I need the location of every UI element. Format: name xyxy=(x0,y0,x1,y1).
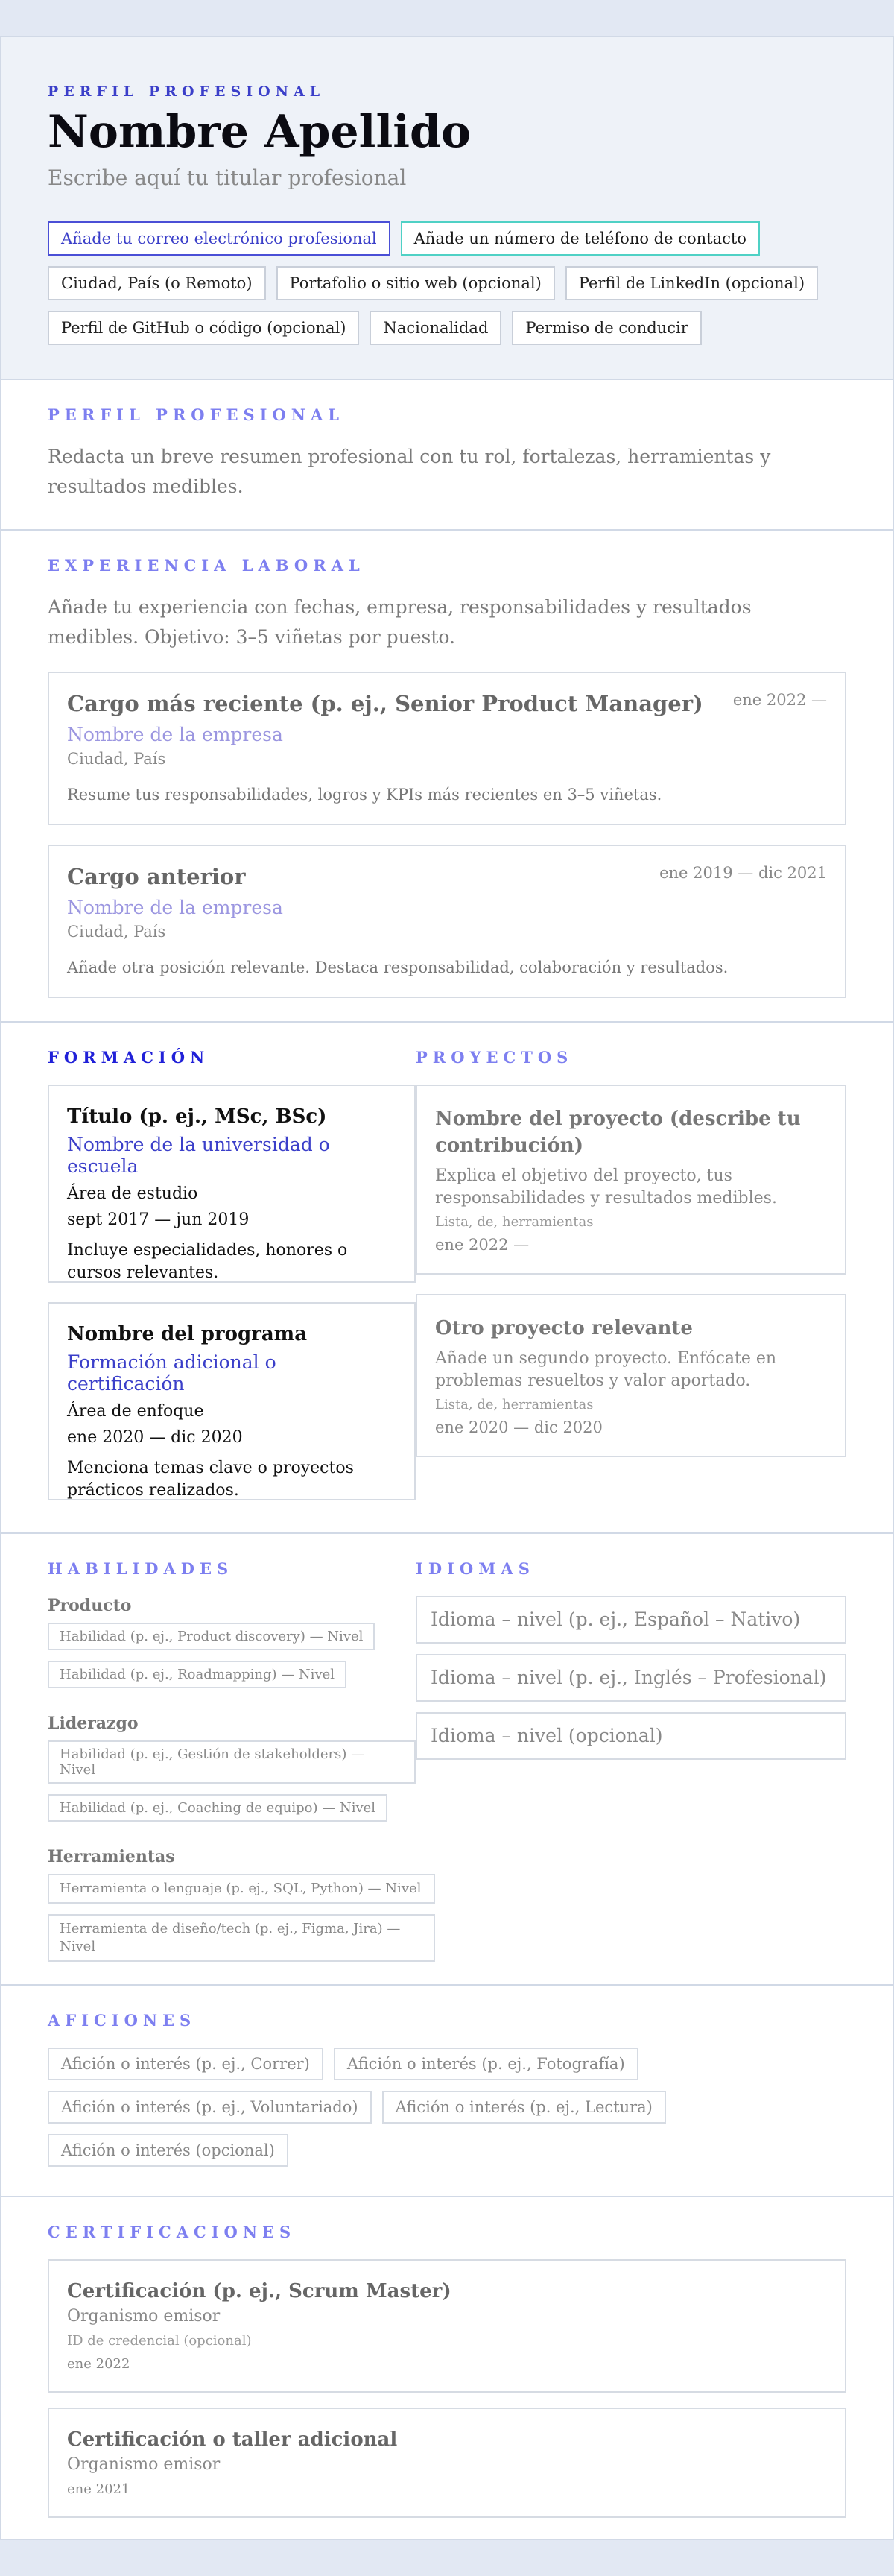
company-name: Nombre de la empresa xyxy=(67,897,283,918)
skills-languages-row xyxy=(1,1534,893,1986)
certification-title: Certificación o taller adicional xyxy=(67,2428,398,2451)
section-title: PERFIL PROFESIONAL xyxy=(48,405,345,424)
nationality-chip[interactable]: Nacionalidad xyxy=(370,311,501,345)
hobby-list xyxy=(48,2048,793,2167)
profile-summary[interactable]: Redacta un breve resumen profesional con tu rol, fortalezas, herramientas y resultados medibles. xyxy=(48,446,771,497)
section-title: EXPERIENCIA LABORAL xyxy=(48,556,365,575)
job-description: Añade otra posición relevante. Destaca responsabilidad, colaboración y resultados. xyxy=(67,959,729,976)
job-date: ene 2022 — xyxy=(732,691,827,709)
job-title: Cargo más reciente (p. ej., Senior Product Manager) xyxy=(67,691,703,716)
experience-card[interactable] xyxy=(48,672,846,825)
skill-chip[interactable]: Habilidad (p. ej., Coaching de equipo) — Nivel xyxy=(48,1794,387,1822)
contact-chips xyxy=(48,221,852,345)
skill-chip[interactable]: Habilidad (p. ej., Product discovery) — Nivel xyxy=(48,1623,375,1650)
skill-group xyxy=(48,1596,416,1699)
project-date: ene 2020 — dic 2020 xyxy=(435,1418,603,1436)
job-title: Cargo anterior xyxy=(67,864,246,889)
education-projects-row xyxy=(1,1023,893,1534)
email-chip[interactable]: Añade tu correo electrónico profesional xyxy=(48,221,390,256)
profile-section xyxy=(1,380,893,531)
degree-title: Título (p. ej., MSc, BSc) xyxy=(67,1105,327,1128)
project-description: Explica el objetivo del proyecto, tus responsabilidades y resultados medibles. xyxy=(435,1167,777,1208)
credential-id: ID de credencial (opcional) xyxy=(67,2333,252,2349)
resume-header xyxy=(1,37,893,380)
certification-date: ene 2021 xyxy=(67,2481,130,2497)
hobby-chip[interactable]: Afición o interés (p. ej., Lectura) xyxy=(382,2091,666,2124)
linkedin-chip[interactable]: Perfil de LinkedIn (opcional) xyxy=(565,266,818,300)
hobbies-section xyxy=(1,1986,893,2197)
project-tools: Lista, de, herramientas xyxy=(435,1214,594,1230)
skill-group-title: Liderazgo xyxy=(48,1714,139,1733)
resume-page xyxy=(0,36,894,2540)
experience-section xyxy=(1,531,893,1023)
projects-section xyxy=(416,1023,893,1532)
language-item[interactable]: Idioma – nivel (p. ej., Español – Nativo) xyxy=(416,1596,846,1644)
education-card[interactable] xyxy=(48,1302,416,1500)
education-section xyxy=(1,1023,416,1532)
education-card[interactable] xyxy=(48,1085,416,1283)
languages-section xyxy=(416,1534,893,1984)
hobby-chip[interactable]: Afición o interés (p. ej., Correr) xyxy=(48,2048,323,2080)
certification-card[interactable] xyxy=(48,2408,846,2518)
section-title: CERTIFICACIONES xyxy=(48,2223,297,2241)
hobby-chip[interactable]: Afición o interés (p. ej., Fotografía) xyxy=(334,2048,638,2080)
header-kicker: PERFIL PROFESIONAL xyxy=(48,83,326,100)
study-date: ene 2020 — dic 2020 xyxy=(67,1428,243,1447)
project-tools: Lista, de, herramientas xyxy=(435,1397,594,1412)
school-name: Formación adicional o certificación xyxy=(67,1351,276,1395)
job-location: Ciudad, País xyxy=(67,750,166,768)
section-title: IDIOMAS xyxy=(416,1559,535,1578)
project-date: ene 2022 — xyxy=(435,1236,530,1254)
section-title: FORMACIÓN xyxy=(48,1048,210,1067)
driving-license-chip[interactable]: Permiso de conducir xyxy=(512,311,701,345)
experience-intro[interactable]: Añade tu experiencia con fechas, empresa, responsabilidades y resultados medibles. Objetivo: 3–5 viñetas por puesto. xyxy=(48,596,752,648)
certification-card[interactable] xyxy=(48,2259,846,2393)
study-field: Área de estudio xyxy=(67,1184,198,1203)
section-title: PROYECTOS xyxy=(416,1048,574,1067)
skill-chip[interactable]: Habilidad (p. ej., Gestión de stakeholders) — Nivel xyxy=(48,1740,416,1784)
skill-chip[interactable]: Herramienta de diseño/tech (p. ej., Figma, Jira) — Nivel xyxy=(48,1914,435,1962)
language-item[interactable]: Idioma – nivel (p. ej., Inglés – Profesional) xyxy=(416,1654,846,1702)
experience-card[interactable] xyxy=(48,845,846,998)
portfolio-chip[interactable]: Portafolio o sitio web (opcional) xyxy=(276,266,555,300)
education-description: Menciona temas clave o proyectos prácticos realizados. xyxy=(67,1459,354,1500)
job-location: Ciudad, País xyxy=(67,923,166,941)
certifications-section xyxy=(1,2197,893,2560)
project-card[interactable] xyxy=(416,1294,846,1457)
certification-title: Certificación (p. ej., Scrum Master) xyxy=(67,2280,451,2302)
project-card[interactable] xyxy=(416,1085,846,1275)
hobby-chip[interactable]: Afición o interés (p. ej., Voluntariado) xyxy=(48,2091,372,2124)
location-chip[interactable]: Ciudad, País (o Remoto) xyxy=(48,266,266,300)
study-field: Área de enfoque xyxy=(67,1402,204,1421)
degree-title: Nombre del programa xyxy=(67,1323,308,1345)
education-description: Incluye especialidades, honores o cursos relevantes. xyxy=(67,1241,348,1282)
section-title: HABILIDADES xyxy=(48,1559,234,1578)
phone-chip[interactable]: Añade un número de teléfono de contacto xyxy=(401,221,760,256)
project-title: Nombre del proyecto (describe tu contribución) xyxy=(435,1108,801,1157)
skill-group-title: Producto xyxy=(48,1596,132,1615)
certification-issuer: Organismo emisor xyxy=(67,2455,221,2474)
github-chip[interactable]: Perfil de GitHub o código (opcional) xyxy=(48,311,359,345)
skill-group xyxy=(48,1714,416,1832)
skill-group-title: Herramientas xyxy=(48,1847,175,1866)
study-date: sept 2017 — jun 2019 xyxy=(67,1210,250,1229)
skill-group xyxy=(48,1847,422,1962)
hobby-chip[interactable]: Afición o interés (opcional) xyxy=(48,2134,288,2167)
job-description: Resume tus responsabilidades, logros y KPIs más recientes en 3–5 viñetas. xyxy=(67,786,662,804)
skills-section xyxy=(1,1534,422,1984)
section-title: AFICIONES xyxy=(48,2011,197,2030)
certification-date: ene 2022 xyxy=(67,2356,130,2372)
language-item[interactable]: Idioma – nivel (opcional) xyxy=(416,1712,846,1760)
skill-chip[interactable]: Herramienta o lenguaje (p. ej., SQL, Python) — Nivel xyxy=(48,1874,435,1904)
school-name: Nombre de la universidad o escuela xyxy=(67,1134,330,1177)
headline[interactable]: Escribe aquí tu titular profesional xyxy=(48,165,407,190)
skill-chip[interactable]: Habilidad (p. ej., Roadmapping) — Nivel xyxy=(48,1661,346,1688)
project-title: Otro proyecto relevante xyxy=(435,1317,693,1339)
certification-issuer: Organismo emisor xyxy=(67,2307,221,2326)
full-name[interactable]: Nombre Apellido xyxy=(48,106,472,158)
company-name: Nombre de la empresa xyxy=(67,724,283,745)
project-description: Añade un segundo proyecto. Enfócate en problemas resueltos y valor aportado. xyxy=(435,1349,777,1390)
job-date: ene 2019 — dic 2021 xyxy=(659,864,827,882)
